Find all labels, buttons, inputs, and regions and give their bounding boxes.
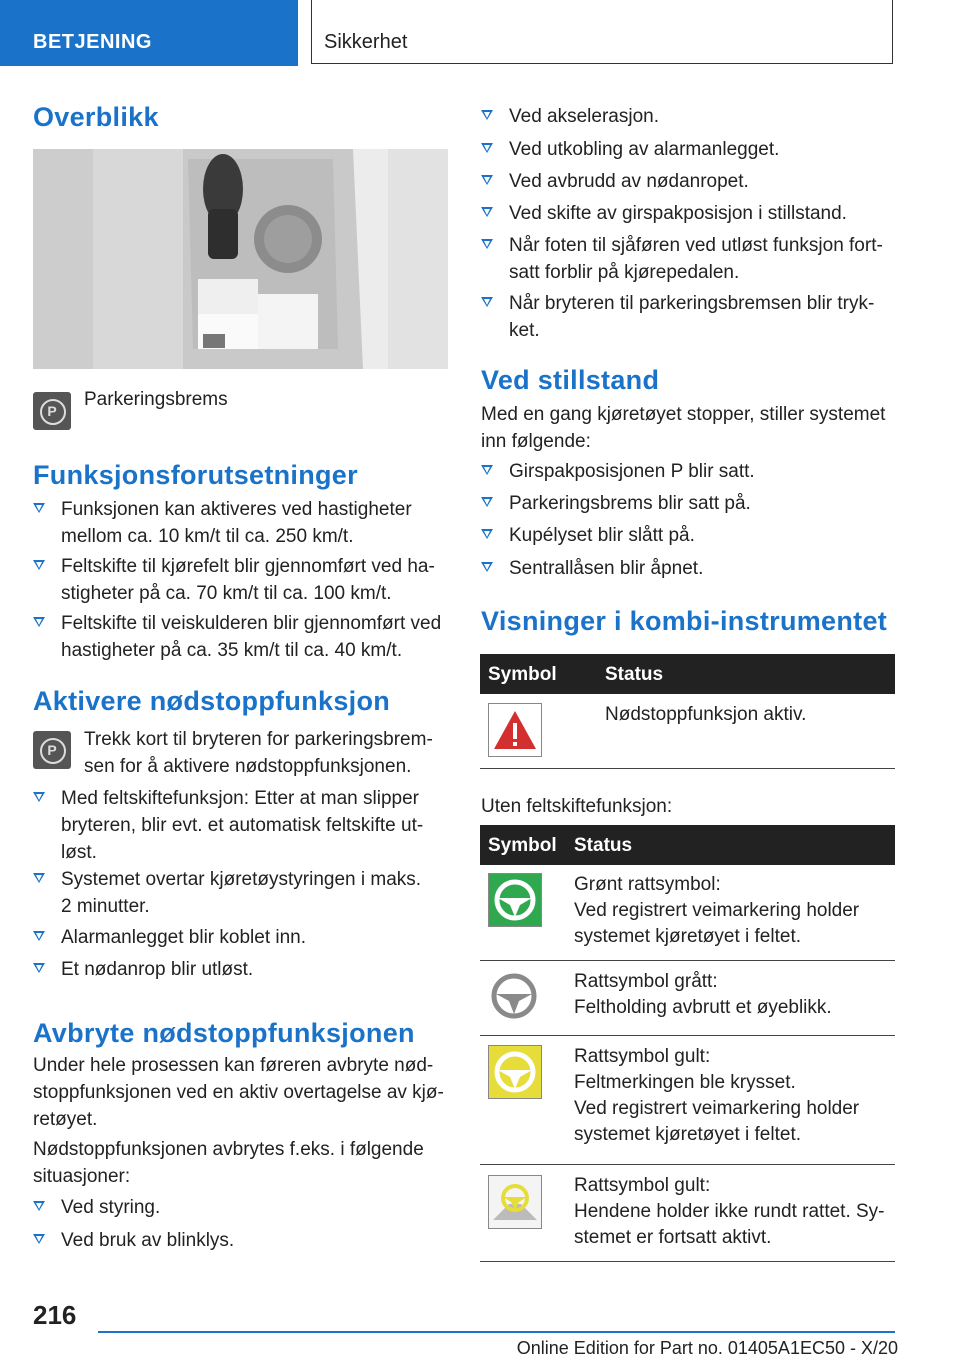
steering-wheel-icon [488,1175,542,1229]
list-item: Ved utkobling av alarmanlegget. [481,136,896,163]
heading-stillstand: Ved stillstand [481,365,660,395]
parking-brake-icon: P [33,731,71,769]
footer-divider [98,1331,895,1333]
table-cell-status: Grønt rattsymbol: Ved registrert veimarkering holder systemet kjøretøyet i feltet. [574,874,860,947]
heading-aktivere: Aktivere nødstoppfunksjon [33,686,391,716]
table-cell-status: Rattsymbol grått: Feltholding avbrutt et øyeblikk. [574,971,832,1018]
list-item: Ved bruk av blinklys. [33,1227,453,1254]
list-item: Kupélyset blir slått på. [481,522,896,549]
list-item: Parkeringsbrems blir satt på. [481,490,896,517]
list-item: Ved avbrudd av nødanropet. [481,168,896,195]
bullet-triangle-icon [481,207,493,217]
column-header-status: Status [574,835,633,856]
column-header-symbol: Symbol [488,835,557,856]
column-header-symbol: Symbol [488,664,557,685]
table-divider [480,1261,895,1262]
table-divider [480,1035,895,1036]
stillstand-paragraph: Med en gang kjøretøyet stopper, stiller systemet inn følgende: [481,404,886,452]
chapter-title: BETJENING [33,31,152,53]
list-item: Girspakposisjonen P blir satt. [481,458,896,485]
table-cell-status: Rattsymbol gult: Feltmerkingen ble krysset. Ved registrert veimarkering holder systemet kjøretøyet i feltet. [574,1046,860,1145]
console-photo [33,149,448,369]
bullet-triangle-icon [33,560,45,570]
page-number: 216 [33,1300,77,1330]
table-divider [480,960,895,961]
section-tab [311,0,893,64]
table-cell-status: Rattsymbol gult: Hendene holder ikke rundt rattet. Sy‐ stemet er fortsatt aktivt. [574,1175,885,1248]
list-item: Ved skifte av girspakposisjon i stillstand. [481,200,896,227]
section-title: Sikkerhet [324,31,408,53]
bullet-triangle-icon [481,529,493,539]
list-item: Et nødanrop blir utløst. [33,956,453,983]
bullet-triangle-icon [33,1201,45,1211]
list-item: Sentrallåsen blir åpnet. [481,555,896,582]
steering-wheel-icon [488,1045,542,1099]
bullet-triangle-icon [33,1234,45,1244]
parking-brake-icon: P [33,392,71,430]
chapter-tab [0,0,298,66]
list-item: Funksjonen kan aktiveres ved hastigheter mellom ca. 10 km/t til ca. 250 km/t. [33,496,453,550]
bullet-triangle-icon [33,617,45,627]
parking-brake-label: Parkeringsbrems [84,389,228,410]
avbryte-paragraph: Under hele prosessen kan føreren avbryte nød‐ stoppfunksjonen ved en aktiv overtagelse av kjø‐ retøyet. [33,1055,444,1130]
steering-wheel-icon [488,970,542,1024]
heading-avbryte: Avbryte nødstoppfunksjonen [33,1018,415,1048]
list-item: Feltskifte til kjørefelt blir gjennomført ved ha‐ stigheter på ca. 70 km/t til ca. 100 km/t. [33,553,453,607]
bullet-triangle-icon [481,110,493,120]
steering-wheel-icon [488,873,542,927]
bullet-triangle-icon [481,239,493,249]
table-cell-status: Nødstoppfunksjon aktiv. [605,704,807,725]
list-item: Når foten til sjåføren ved utløst funksjon fort‐ satt forblir på kjørepedalen. [481,232,896,286]
bullet-triangle-icon [33,873,45,883]
table-header [480,825,895,865]
bullet-triangle-icon [33,931,45,941]
list-item: Med feltskiftefunksjon: Etter at man slipper bryteren, blir evt. et automatisk feltskifte ut‐ løst. [33,785,453,866]
bullet-triangle-icon [481,297,493,307]
uten-label: Uten feltskiftefunksjon: [481,796,673,817]
aktivere-text: Trekk kort til bryteren for parkeringsbrem‐ sen for å aktivere nødstoppfunksjonen. [84,729,433,777]
bullet-triangle-icon [481,143,493,153]
list-item: Alarmanlegget blir koblet inn. [33,924,453,951]
list-item: Ved akselerasjon. [481,103,896,130]
avbryte-paragraph-2: Nødstoppfunksjonen avbrytes f.eks. i følgende situasjoner: [33,1139,424,1187]
list-item: Når bryteren til parkeringsbremsen blir tryk‐ ket. [481,290,896,344]
list-item: Ved styring. [33,1194,453,1221]
bullet-triangle-icon [33,792,45,802]
bullet-triangle-icon [33,963,45,973]
column-header-status: Status [605,664,664,685]
bullet-triangle-icon [481,465,493,475]
heading-funksjonsforutsetninger: Funksjonsforutsetninger [33,460,358,490]
bullet-triangle-icon [481,497,493,507]
list-item: Systemet overtar kjøretøystyringen i maks. 2 minutter. [33,866,453,920]
table-divider [480,1164,895,1165]
heading-overblikk: Overblikk [33,102,159,132]
footer-edition: Online Edition for Part no. 01405A1EC50 - X/20 [516,1338,898,1358]
heading-visninger: Visninger i kombi-instrumentet [481,606,888,636]
bullet-triangle-icon [481,175,493,185]
table-header [480,654,895,694]
bullet-triangle-icon [33,503,45,513]
warning-triangle-icon [488,703,542,757]
table-divider [480,768,895,769]
list-item: Feltskifte til veiskulderen blir gjennomført ved hastigheter på ca. 35 km/t til ca. 40 km/t. [33,610,453,664]
bullet-triangle-icon [481,562,493,572]
